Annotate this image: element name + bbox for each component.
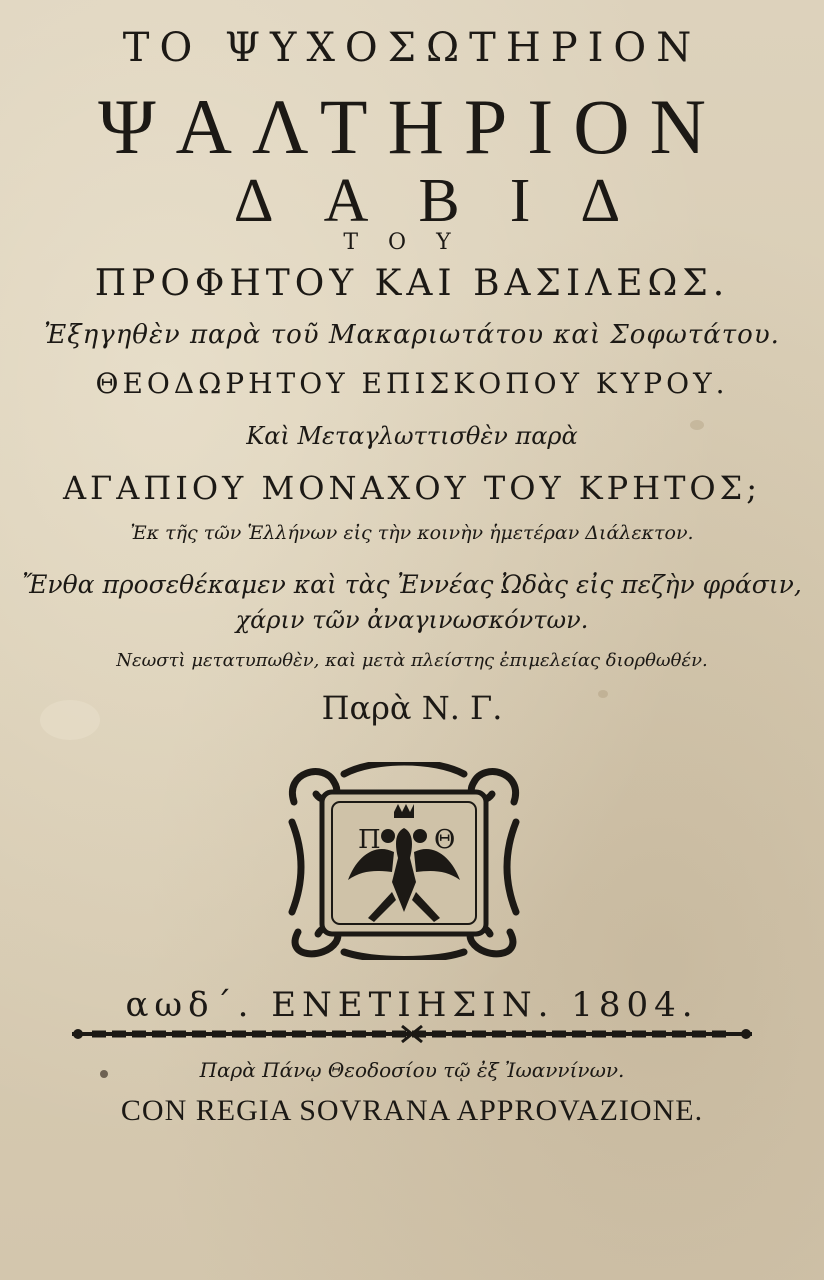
language-line: Ἐκ τῆς τῶν Ἑλλήνων εἰς τὴν κοινὴν ἡμετέραν Διάλεκτον.: [130, 522, 694, 544]
corrected-line: Νεωστὶ μετατυπωθὲν, καὶ μετὰ πλείστης ἐπιμελείας διορθωθέν.: [116, 650, 708, 671]
translated-line: Καὶ Μεταγλωττισθὲν παρὰ: [246, 422, 578, 450]
author-line: ΘΕΟΔΩΡΗΤΟΥ ΕΠΙΣΚΟΠΟΥ ΚΥΡΟΥ.: [95, 367, 729, 400]
readers-line: χάριν τῶν ἀναγινωσκόντων.: [235, 606, 589, 634]
title-article: ΤΟΥ: [343, 230, 481, 255]
title-line-3: ΔΑΒΙΔ: [233, 167, 671, 235]
title-line-1: ΤΟ ΨΥΧΟΣΩΤΗΡΙΟΝ: [122, 25, 702, 71]
printer-line: Παρὰ Πάνῳ Θεοδοσίου τῷ ἐξ Ἰωαννίνων.: [199, 1058, 625, 1082]
emblem-letter-left: Π: [358, 825, 381, 855]
approval-line: CON REGIA SOVRANA APPROVAZIONE.: [120, 1094, 704, 1127]
editor-line: Παρὰ Ν. Γ.: [321, 689, 503, 727]
explained-line: Ἐξηγηθὲν παρὰ τοῦ Μακαριωτάτου καὶ Σοφωτάτου.: [44, 320, 780, 350]
translator-line: ΑΓΑΠΙΟΥ ΜΟΝΑΧΟΥ ΤΟΥ ΚΡΗΤΟΣ;: [62, 469, 762, 507]
title-line-4: ΠΡΟΦΗΤΟΥ ΚΑΙ ΒΑΣΙΛΕΩΣ.: [94, 263, 730, 304]
added-odes-line: Ἔνθα προσεθέκαμεν καὶ τὰς Ἐννέας Ὠδὰς εἰς πεζὴν φράσιν,: [22, 570, 802, 599]
title-line-2: ΨΑΛΤΗΡΙΟΝ: [98, 83, 726, 170]
ornamental-rule: [72, 1024, 752, 1044]
printer-device-emblem: [284, 762, 524, 960]
imprint-line: αωδ΄. ΕΝΕΤΙΗΣΙΝ. 1804.: [125, 985, 699, 1025]
emblem-letter-right: Θ: [434, 825, 456, 855]
